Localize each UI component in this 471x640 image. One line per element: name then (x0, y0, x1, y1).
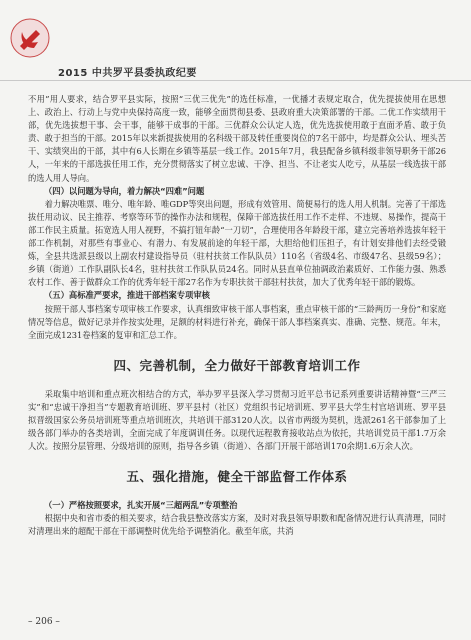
paragraph: 根据中央和省市委的相关要求，结合我县整改落实方案，及时对我县领导职数和配备情况进行认真清理，同时对清理出来的超配干部在干部调整时优先给予调整消化。截至年底，共消 (28, 513, 446, 537)
header-title: 2015 中共罗平县委执政纪要 (58, 68, 197, 79)
page-number: – 206 – (28, 617, 60, 627)
subheading: （五）高标准严要求，推进干部档案专项审核 (44, 290, 210, 301)
section-title: 四、完善机制，全力做好干部教育培训工作 (113, 357, 361, 373)
paragraph: 着力解决唯票、唯分、唯年龄、唯GDP等突出问题，形成有效管用、简便易行的选人用人机制。完善了干部选拔任用动议、民主推荐、考察等环节的操作办法和规程，保障干部选拔任用工作不走样、不违规、易操作，提高干部工作民主质量。拓宽选人用人视野，不搞打钮年龄“一刀切”，合理使用各年龄段干部，建立完善培养选拔年轻干部工作机制，对那些有事业心、有潜力、有发展前途的年轻干部，大胆给他们压担子，有计划安排他们去经受锻炼，全县共选派县级以上副农村建设指导员（驻村扶贫工作队队员）110名（省级4名、市级47名、县级59名）；乡镇（街道）工作队副队长4名，驻村扶贫工作队队员24名。同时从县直单位抽调政治素质好、工作能力强、熟悉农村工作、善于做群众工作的优秀年轻干部27名作为专职扶贫干部驻村扶贫，加大了优秀年轻干部的锻炼。 (28, 198, 446, 288)
party-emblem-icon (10, 18, 50, 58)
subheading: （四）以问题为导向，着力解决“四难”问题 (44, 185, 205, 196)
paragraph: 采取集中培训和重点班次相结合的方式，举办罗平县深入学习贯彻习近平总书记系列重要讲话精神暨“三严三实”和“忠诚干净担当”专题教育培训班、罗平县村（社区）党组织书记培训班、罗平县大学生村官培训班、罗平县拟晋级国家公务员培训班等重点培训班次，共培训干部3120人次。以省市两级为契机，选派261名干部参加了上级各部门举办的各类培训，全面完成了年度调训任务。以现代远程教育接收站点为依托，共培训党员干部1.7万余人次。按照分层管理、分级培训的原则，指导各乡镇（街道）、各部门开展干部培训170余期1.6万余人次。 (28, 388, 446, 452)
page-header (0, 0, 471, 81)
subheading: （一）严格按照要求，扎实开展“三超两乱”专项整治 (44, 500, 238, 511)
page-content (28, 93, 446, 539)
paragraph: 按照干部人事档案专项审核工作要求，认真细致审核干部人事档案，重点审核干部的“三龄两历一身份”和家庭情况等信息，做好记录并作按实处理，足额的材料进行补充，确保干部人事档案真实、准确、完整、规范。年末，全面完成1231卷档案的复审和汇总工作。 (28, 303, 446, 340)
paragraph: 不用”用人要求，结合罗平县实际，按照“三优三优先”的选任标准，一优播才表规定取合，优先提拔使用在思想上、政治上、行动上与党中央保持高度一致，能够全面贯彻县委、县政府重大决策部署的干部。二优工作实绩用干部，优先选拔想干事、会干事，能够干成事的干部。三优群众公认定人选，优先选拔使用敢于直面矛盾、敢于负责、敢于担当的干部。2015年以来新提拔使用的名科级干部及转任重要岗位的7名干部中，均是群众公认、埋头苦干、实绩突出的干部，其中有6人长期在乡镇等基层一线工作。2015年7月，我县配备乡镇科级非领导职务干部26人，一年来的干部选拔任用工作，充分贯彻落实了树立忠诚、干净、担当、不让老实人吃亏，从基层一线选拔干部的选人用人导向。 (28, 94, 446, 183)
section-title: 五、强化措施，健全干部监督工作体系 (126, 469, 348, 485)
